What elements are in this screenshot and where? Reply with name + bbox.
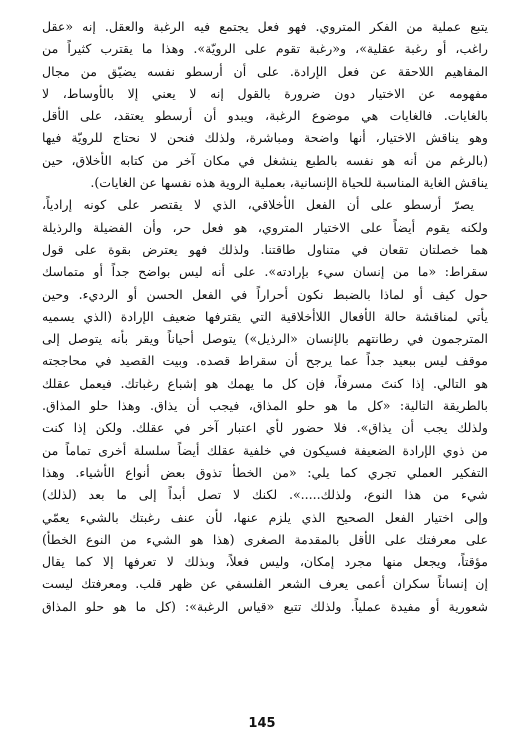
text-line: مفهومه عن الاختيار دون ضرورة بالقول إنه لا يعني إلا بالأوساط، لا	[42, 85, 488, 101]
text-line: هما خصلتان تقعان في متناول طاقتنا. ولذلك فهو يعترض بقوة على قول	[42, 241, 488, 257]
text-line: شعورية أو مفيدة عملياً. ولذلك تتبع «قياس الرغبة»: (كل ما هو حلو المذاق	[42, 598, 488, 614]
text-line: شيء من هذا النوع، ولذلك.....». لكنك لا تصل أبداً إلى ما بعد (لذلك)	[42, 487, 488, 503]
text-line: ولذلك يجب أن يذاق». فلا حضور لأي اعتبار آخر في عقلك. ولكن إذا كنت	[42, 420, 488, 436]
text-line: المترجمون في رطانتهم بالإنسان «الرذيل») يتوصل أحياناً ويقر بأنه يتوصل إلى	[42, 331, 488, 347]
text-line: سقراط: «ما من إنسان سيء بإرادته». على أنه ليس بواضح جداً أو متماسك	[42, 264, 488, 280]
text-line: يناقش الغاية المناسبة للحياة الإنسانية، بعملية الروية هذه نفسها عن الغايات).	[90, 175, 488, 191]
text-line: حول كيف أو لماذا بالضبط نكون أحراراً في الفعل الحسن أو الرديء. وحين	[42, 286, 488, 302]
text-line: موقف ليس ببعيد جداً عما يرجح أن سقراط قصده. وبيت القصيد في محاججته	[42, 353, 488, 369]
text-line: على معرفتك على الأقل بالمقدمة الصغرى (هذا هو الشيء من النوع الخطأ)	[42, 531, 488, 547]
text-line: يتبع عملية من الفكر المتروي. فهو فعل يجتمع فيه الرغبة والعقل. إنه «عقل	[42, 19, 488, 34]
text-line: بالطريقة التالية: «كل ما هو حلو المذاق، فيجب أن يذاق. وهذا حلو المذاق.	[42, 398, 488, 414]
text-line: المفاهيم اللاحقة عن فعل الإرادة. على أن أرسطو نفسه يضيّق من مجال	[42, 63, 488, 79]
paragraph-1	[42, 16, 488, 194]
text-line: ولكنه يقوم أيضاً على الاختيار المتروي، هو فعل حر، وأن الفضيلة والرذيلة	[42, 219, 488, 235]
text-line: يأتي لمناقشة حالة الأفعال اللاأخلاقية التي يقترفها ضعيف الإرادة (الذي يسميه	[42, 308, 488, 324]
text-line: وهو يناقش الاختيار، أنها واضحة ومباشرة، ولذلك فنحن لا نحتاج للرويّة فيها	[42, 130, 488, 146]
page-body	[42, 16, 488, 618]
text-line: التفكير العملي تجري كما يلي: «من الخطأ تذوق بعض أنواع الأشياء. وهذا	[42, 464, 488, 480]
text-line: من ذوي الإرادة الضعيفة فسيكون في خلفية عقلك أيضاً سلسلة أخرى تماماً من	[42, 442, 488, 458]
text-line: هو التالي. إذا كنتَ مسرفاً، فإن كل ما يهمك هو إشباع رغباتك. فيعمل عقلك	[42, 375, 488, 391]
text-line: إن إنساناً سكران أعمى يعرف الشعر الفلسفي عن ظهر قلب. ومعرفتك ليست	[42, 576, 488, 592]
text-line: وإلى اختيار الفعل الصحيح الذي يلزم عنها، لأن عنف رغبتك بالشيء يعمّي	[42, 509, 488, 525]
text-line: بالغايات. فالغايات هي موضوع الرغبة، ويبدو أن أرسطو يعتقد، على الأقل	[42, 108, 488, 124]
page-number: 145	[248, 716, 276, 731]
paragraph-2	[42, 194, 488, 618]
text-line: مؤقتاً، ويجعل منها مجرد إمكان، وليس فعلاً، وبذلك لا تعرفها إلا كما يقال	[42, 554, 488, 570]
text-line: يصرّ أرسطو على أن الفعل الأخلاقي، الذي لا يقتصر على كونه إرادياً،	[42, 197, 474, 213]
text-line: (بالرغم من أنه هو نفسه بالطبع ينشغل في مكان آخر من كتابه الأخلاق، حين	[42, 152, 488, 168]
text-line: راغب، أو رغبة عقلية»، و«رغبة تقوم على الرويّة». وهذا ما يقترب كثيراً من	[42, 41, 488, 57]
